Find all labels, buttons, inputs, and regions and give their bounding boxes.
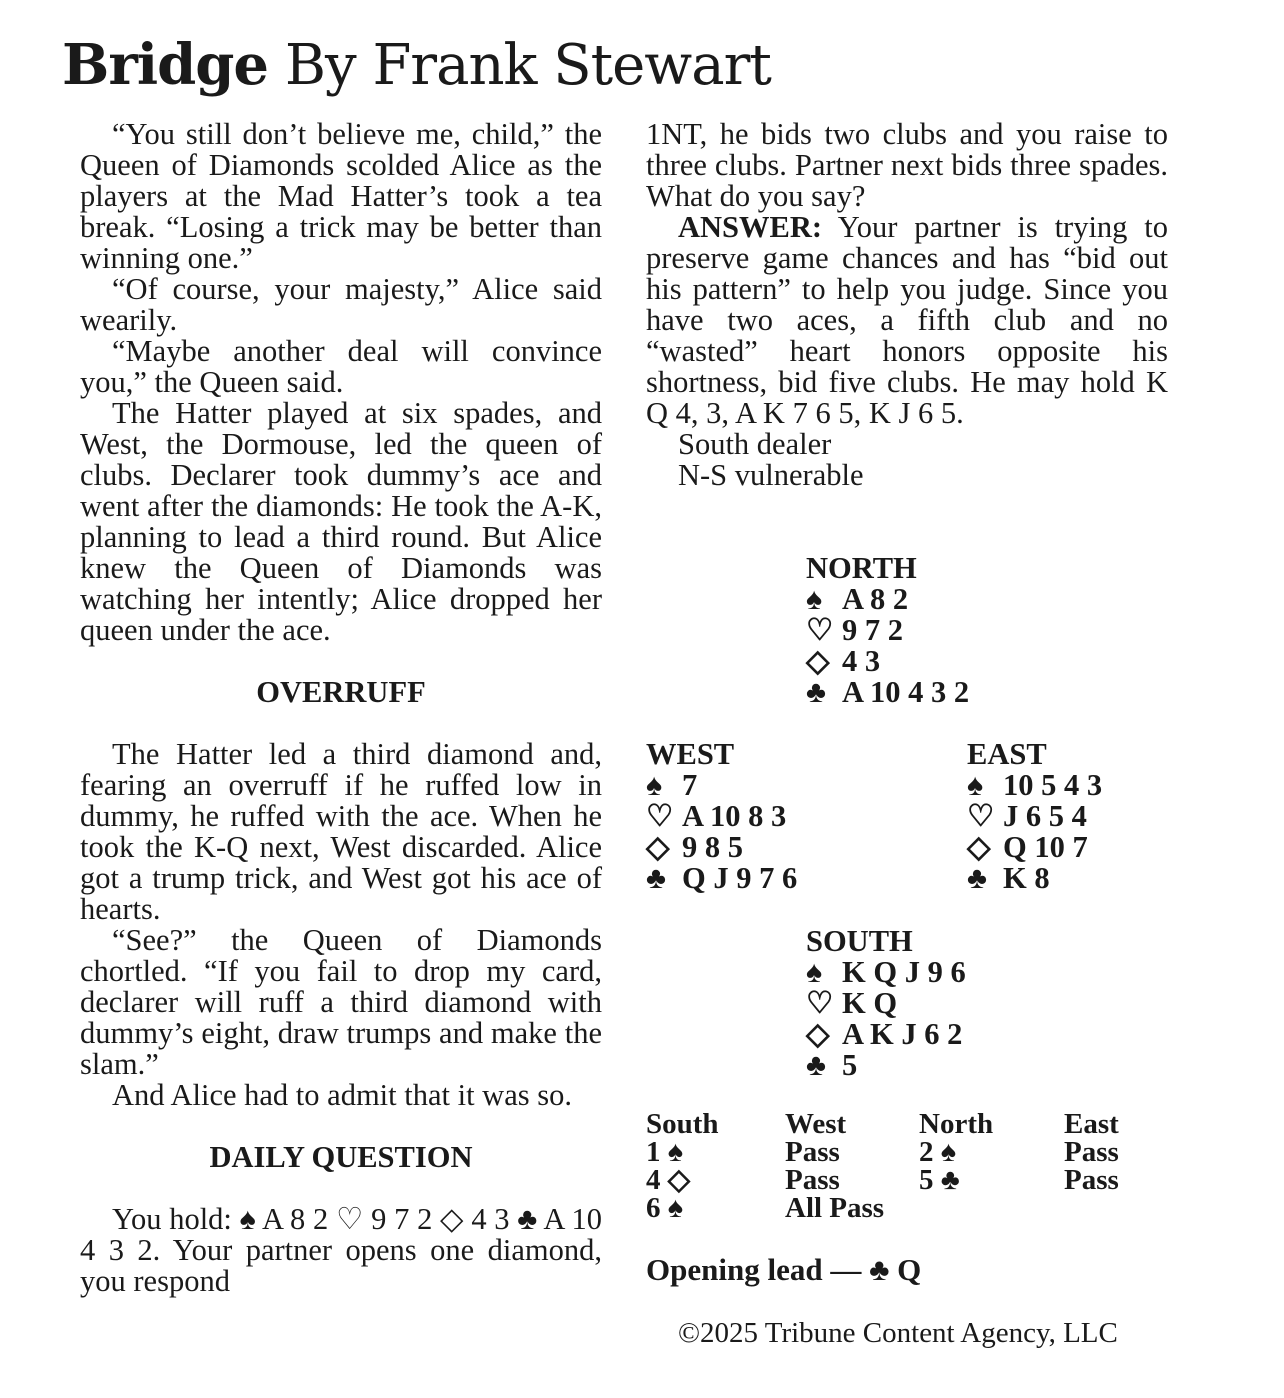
south-spades: K Q J 9 6 bbox=[842, 955, 966, 989]
title-bold: Bridge bbox=[62, 32, 269, 98]
south-hand bbox=[806, 926, 966, 1081]
south-clubs: 5 bbox=[842, 1048, 858, 1082]
club-icon: ♣ bbox=[806, 1048, 827, 1082]
page-title bbox=[62, 30, 771, 101]
hand-label: WEST bbox=[646, 737, 735, 771]
auction-header: West bbox=[785, 1108, 847, 1140]
paragraph: “You still don’t believe me, child,” the Queen of Diamonds scolded Alice as the players at the Mad Hatter’s took a tea break. “Losing a trick may be better than winning one.” bbox=[80, 117, 602, 275]
copyright: ©2025 Tribune Content Agency, LLC bbox=[678, 1317, 1118, 1349]
heart-icon: ♡ bbox=[806, 613, 834, 647]
west-hand bbox=[646, 739, 797, 894]
auction-bid: Pass bbox=[1064, 1136, 1119, 1168]
question-continued: 1NT, he bids two clubs and you raise to three clubs. Partner next bids three spades. What do you say? bbox=[646, 117, 1168, 213]
auction-bid: 1 ♠ bbox=[646, 1136, 684, 1168]
vulnerability-line: N-S vulnerable bbox=[678, 458, 864, 492]
south-hearts: K Q bbox=[842, 986, 898, 1020]
dealer-line: South dealer bbox=[678, 427, 832, 461]
auction-header: East bbox=[1064, 1108, 1119, 1140]
spade-icon: ♠ bbox=[646, 768, 663, 802]
diamond-icon: ◇ bbox=[806, 644, 830, 678]
auction-header: South bbox=[646, 1108, 719, 1140]
auction-bid: 2 ♠ bbox=[919, 1136, 957, 1168]
title-byline: By Frank Stewart bbox=[268, 33, 771, 98]
heart-icon: ♡ bbox=[806, 986, 834, 1020]
east-hearts: J 6 5 4 bbox=[1003, 799, 1087, 833]
paragraph: “Maybe another deal will convince you,” the Queen said. bbox=[80, 334, 602, 399]
paragraph: The Hatter led a third diamond and, fearing an overruff if he ruffed low in dummy, he ruffed with the ace. When he took the K-Q next, West discarded. Alice got a trump trick, and West got his ace of hearts. bbox=[80, 737, 602, 926]
section-heading-overruff: OVERRUFF bbox=[256, 675, 426, 709]
hand-label: SOUTH bbox=[806, 924, 913, 958]
right-column bbox=[646, 119, 1168, 491]
spade-icon: ♠ bbox=[967, 768, 984, 802]
daily-question: You hold: ♠ A 8 2 ♡ 9 7 2 ◇ 4 3 ♣ A 10 4 3 2. Your partner opens one diamond, you respond bbox=[80, 1202, 602, 1298]
spade-icon: ♠ bbox=[806, 955, 823, 989]
north-clubs: A 10 4 3 2 bbox=[842, 675, 970, 709]
west-hearts: A 10 8 3 bbox=[682, 799, 787, 833]
west-clubs: Q J 9 7 6 bbox=[682, 861, 798, 895]
auction-header: North bbox=[919, 1108, 994, 1140]
club-icon: ♣ bbox=[967, 861, 988, 895]
heart-icon: ♡ bbox=[646, 799, 674, 833]
paragraph: And Alice had to admit that it was so. bbox=[112, 1078, 572, 1112]
answer-label: ANSWER: bbox=[678, 210, 823, 244]
auction-bid: 6 ♠ bbox=[646, 1192, 684, 1224]
club-icon: ♣ bbox=[646, 861, 667, 895]
east-hand bbox=[967, 739, 1102, 894]
south-diamonds: A K J 6 2 bbox=[842, 1017, 963, 1051]
spade-icon: ♠ bbox=[806, 582, 823, 616]
auction-bid: Pass bbox=[1064, 1164, 1119, 1196]
club-icon: ♣ bbox=[806, 675, 827, 709]
north-diamonds: 4 3 bbox=[842, 644, 881, 678]
paragraph: “See?” the Queen of Diamonds chortled. “If you fail to drop my card, declarer will ruff a third diamond with dummy’s eight, draw trumps and make the slam.” bbox=[80, 923, 602, 1081]
auction-bid: All Pass bbox=[785, 1192, 885, 1224]
north-spades: A 8 2 bbox=[842, 582, 909, 616]
diamond-icon: ◇ bbox=[967, 830, 991, 864]
north-hearts: 9 7 2 bbox=[842, 613, 903, 647]
hand-label: NORTH bbox=[806, 551, 917, 585]
hand-label: EAST bbox=[967, 737, 1047, 771]
east-spades: 10 5 4 3 bbox=[1003, 768, 1103, 802]
auction-bid: 4 ◇ bbox=[646, 1164, 691, 1196]
west-spades: 7 bbox=[682, 768, 698, 802]
answer-text: Your partner is trying to preserve game chances and has “bid out his pattern” to help you judge. Since you have two aces, a fifth club and no “wasted” heart honors opposite his shortness, bid five clubs. He may hold K Q 4, 3, A K 7 6 5, K J 6 5. bbox=[646, 210, 1168, 430]
left-column bbox=[80, 119, 602, 1297]
opening-lead: Opening lead — ♣ Q bbox=[646, 1252, 922, 1287]
auction-bid: Pass bbox=[785, 1136, 840, 1168]
paragraph: “Of course, your majesty,” Alice said wearily. bbox=[80, 272, 602, 337]
answer-paragraph bbox=[646, 212, 1168, 429]
east-clubs: K 8 bbox=[1003, 861, 1050, 895]
auction-bid: 5 ♣ bbox=[919, 1164, 960, 1196]
west-diamonds: 9 8 5 bbox=[682, 830, 743, 864]
north-hand bbox=[806, 553, 969, 708]
east-diamonds: Q 10 7 bbox=[1003, 830, 1088, 864]
heart-icon: ♡ bbox=[967, 799, 995, 833]
section-heading-daily-question: DAILY QUESTION bbox=[209, 1140, 473, 1174]
paragraph: The Hatter played at six spades, and West, the Dormouse, led the queen of clubs. Declarer took dummy’s ace and went after the diamonds: He took the A-K, planning to lead a third round. But Alice knew the Queen of Diamonds was watching her intently; Alice dropped her queen under the ace. bbox=[80, 396, 602, 647]
diamond-icon: ◇ bbox=[806, 1017, 830, 1051]
diamond-icon: ◇ bbox=[646, 830, 670, 864]
auction-bid: Pass bbox=[785, 1164, 840, 1196]
